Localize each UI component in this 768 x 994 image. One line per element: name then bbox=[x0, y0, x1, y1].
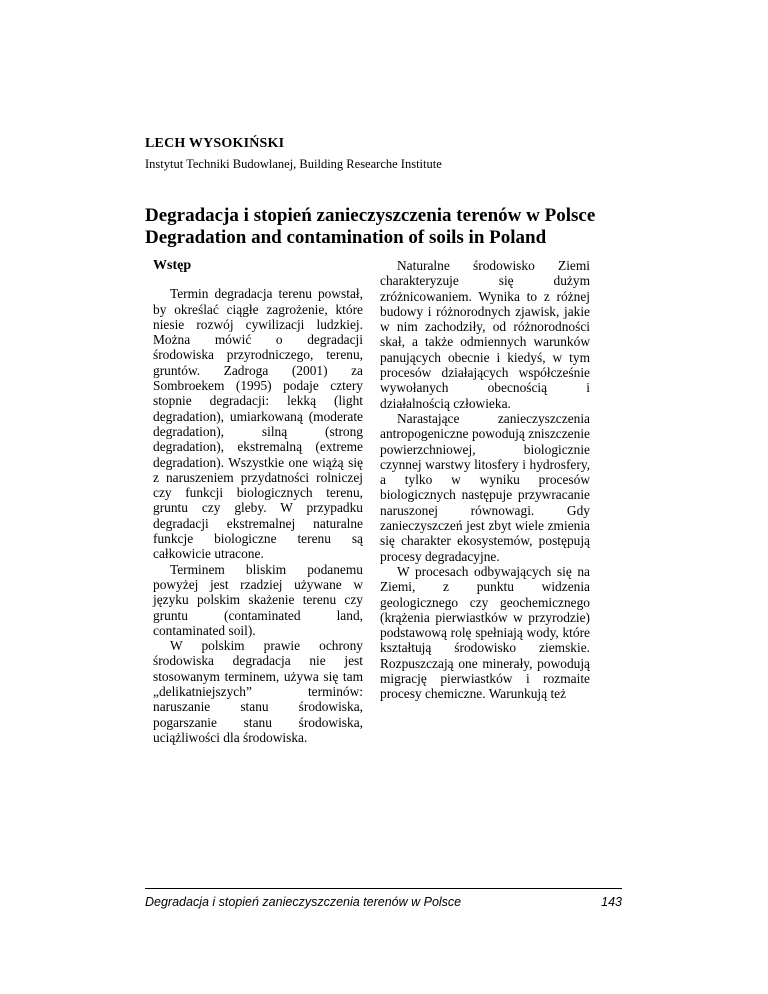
running-title: Degradacja i stopień zanieczyszczenia terenów w Polsce bbox=[145, 895, 462, 909]
paragraph: Narastające zanieczyszczenia antropogeniczne powodują zniszczenie powierzchniowej, biologicznie czynnej warstwy litosfery i hydrosfery, a tylko w wyniku procesów biologicznych następuje przywracanie naruszonej równowagi. Gdy zanieczyszczeń jest zbyt wiele zmienia się charakter ekosystemów, postępują procesy degradacyjne. bbox=[380, 410, 590, 564]
page-number: 143 bbox=[601, 895, 622, 909]
paragraph: Terminem bliskim podanemu powyżej jest rzadziej używane w języku polskim skażenie terenu czy gruntu (contaminated land, contaminated soil). bbox=[153, 561, 363, 638]
author-name: LECH WYSOKIŃSKI bbox=[145, 136, 285, 151]
paragraph: W procesach odbywających się na Ziemi, z punktu widzenia geologicznego czy geochemicznego (krążenia pierwiastków w przyrodzie) podstawową rolę spełniają wody, które kształtują środowisko ziemskie. Rozpuszczają one minerały, powodują migrację pierwiastków i rozmaite procesy chemiczne. Warunkują też bbox=[380, 563, 590, 702]
section-heading: Wstęp bbox=[153, 258, 192, 273]
author-affiliation: Instytut Techniki Budowlanej, Building Researche Institute bbox=[145, 157, 442, 171]
title-polish: Degradacja i stopień zanieczyszczenia terenów w Polsce bbox=[145, 205, 596, 226]
article-title bbox=[145, 205, 645, 249]
footer-rule bbox=[145, 888, 622, 889]
paragraph: Naturalne środowisko Ziemi charakteryzuje się dużym zróżnicowaniem. Wynika to z różnej budowy i różnorodnych zjawisk, jakie w nim zachodziły, od różnorodności skał, a także odmiennych warunków panujących obecnie i kiedyś, w tym procesów działających współcześnie wywołanych obecnością i działalnością człowieka. bbox=[380, 258, 590, 411]
right-column bbox=[380, 258, 590, 702]
paragraph: Termin degradacja terenu powstał, by określać ciągłe zagrożenie, które niesie rozwój cywilizacji ludzkiej. Można mówić o degradacji środowiska przyrodniczego, terenu, gruntów. Zadroga (2001) za Sombroekem (1995) podaje cztery stopnie degradacji: lekką (light degradation), umiarkowaną (moderate degradation), silną (strong degradation), ekstremalną (extreme degradation). Wszystkie one wiążą się z naruszeniem przydatności rolniczej czy funkcji biologicznych terenu, gruntu czy gleby. W przypadku degradacji ekstremalnej naturalne funkcje biologiczne terenu są całkowicie utracone. bbox=[153, 286, 363, 562]
paragraph: W polskim prawie ochrony środowiska degradacja nie jest stosowanym terminem, używa się tam „delikatniejszych” terminów: naruszanie stanu środowiska, pogarszanie stanu środowiska, uciążliwości dla środowiska. bbox=[153, 638, 363, 745]
left-column bbox=[153, 258, 363, 745]
title-english: Degradation and contamination of soils in Poland bbox=[145, 227, 547, 248]
